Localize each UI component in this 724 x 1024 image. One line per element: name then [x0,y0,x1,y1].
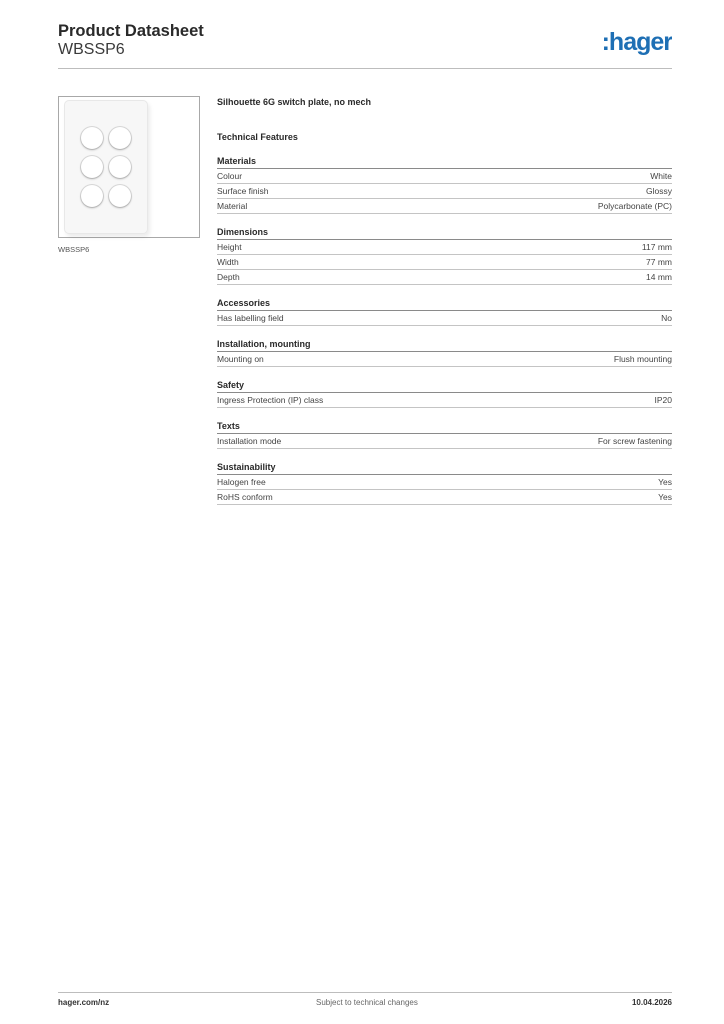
switch-button-icon [81,156,103,178]
feature-value: For screw fastening [597,436,672,446]
feature-label: RoHS conform [217,492,273,502]
feature-row [217,490,672,505]
product-description: Silhouette 6G switch plate, no mech [217,97,372,107]
footer-date: 10.04.2026 [631,998,672,1007]
feature-value: Polycarbonate (PC) [597,201,672,211]
page-header [58,20,672,68]
feature-value: No [661,313,672,323]
section-title: Safety [217,379,672,393]
feature-value: Flush mounting [613,354,672,364]
switch-button-icon [109,156,131,178]
feature-label: Installation mode [217,436,282,446]
feature-value: Yes [658,492,672,502]
document-title: Product Datasheet [58,22,204,40]
feature-value: 77 mm [646,257,672,267]
section-materials [217,155,672,214]
feature-row [217,393,672,408]
switch-button-icon [81,127,103,149]
feature-label: Colour [217,171,243,181]
feature-row [217,434,672,449]
feature-row [217,311,672,326]
feature-value: IP20 [654,395,672,405]
switch-button-icon [81,185,103,207]
switch-plate-image [64,100,148,234]
feature-value: Glossy [646,186,672,196]
section-title: Accessories [217,297,672,311]
feature-value: Yes [658,477,672,487]
section-installation-mounting [217,338,672,367]
feature-value: 117 mm [641,242,672,252]
section-dimensions [217,226,672,285]
feature-label: Material [217,201,248,211]
feature-row [217,169,672,184]
section-title: Sustainability [217,461,672,475]
section-safety [217,379,672,408]
footer-website-link[interactable]: hager.com/nz [58,998,110,1007]
feature-label: Height [217,242,242,252]
feature-label: Surface finish [217,186,269,196]
feature-label: Width [217,257,239,267]
feature-row [217,475,672,490]
feature-sections [217,155,672,505]
footer-divider [58,992,672,993]
page-footer [58,998,672,1010]
feature-label: Mounting on [217,354,264,364]
footer-notice: Subject to technical changes [316,998,418,1007]
section-title: Installation, mounting [217,338,672,352]
feature-label: Ingress Protection (IP) class [217,395,324,405]
product-image [58,96,200,238]
feature-label: Has labelling field [217,313,284,323]
feature-row [217,270,672,285]
section-title: Texts [217,420,672,434]
technical-features-heading: Technical Features [217,132,298,142]
section-accessories [217,297,672,326]
feature-row [217,255,672,270]
feature-label: Depth [217,272,240,282]
section-sustainability [217,461,672,505]
header-divider [58,68,672,69]
switch-button-icon [109,185,131,207]
hager-logo [592,28,672,56]
feature-value: 14 mm [646,272,672,282]
feature-value: White [650,171,672,181]
image-caption: WBSSP6 [58,245,90,254]
feature-label: Halogen free [217,477,266,487]
section-texts [217,420,672,449]
switch-button-icon [109,127,131,149]
section-title: Materials [217,155,672,169]
technical-content [217,96,672,505]
feature-row [217,184,672,199]
feature-row [217,199,672,214]
product-code: WBSSP6 [58,41,125,58]
feature-row [217,240,672,255]
logo-text: :hager [601,28,672,56]
section-title: Dimensions [217,226,672,240]
feature-row [217,352,672,367]
